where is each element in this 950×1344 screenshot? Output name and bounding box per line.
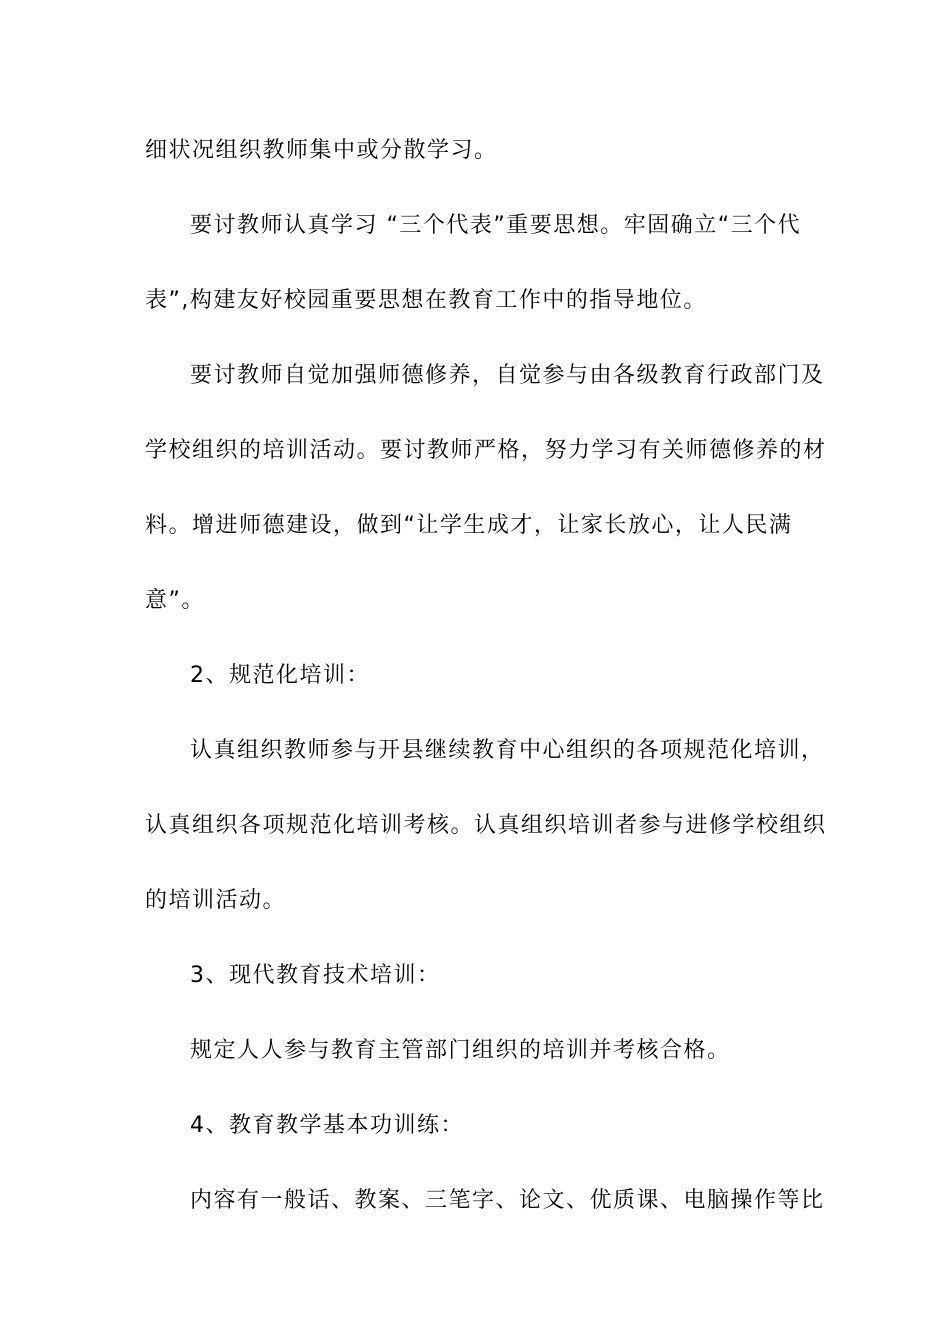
paragraph-line: 认真组织教师参与开县继续教育中心组织的各项规范化培训， [190,738,825,763]
section-heading: 3、现代教育技术培训： [190,963,441,988]
paragraph-line: 要讨教师认真学习 “三个代表”重要思想。牢固确立“三个代 [190,213,802,238]
paragraph-line: 内容有一般话、教案、三笔字、论文、优质课、电脑操作等比 [190,1188,825,1213]
paragraph-line: 学校组织的培训活动。要讨教师严格，努力学习有关师德修养的材 [145,438,827,463]
paragraph-line: 要讨教师自觉加强师德修养，自觉参与由各级教育行政部门及 [190,363,825,388]
paragraph-line: 规定人人参与教育主管部门组织的培训并考核合格。 [190,1038,731,1063]
paragraph-line: 细状况组织教师集中或分散学习。 [145,138,498,163]
paragraph-line: 表”,构建友好校园重要思想在教育工作中的指导地位。 [145,288,707,313]
paragraph-line: 意”。 [145,588,205,613]
paragraph-line: 的培训活动。 [145,888,287,913]
section-heading: 4、教育教学基本功训练： [190,1113,464,1138]
paragraph-line: 料。增进师德建设，做到“让学生成才，让家长放心，让人民满 [145,513,793,538]
section-heading: 2、规范化培训： [190,663,370,688]
paragraph-line: 认真组织各项规范化培训考核。认真组织培训者参与进修学校组织 [145,813,827,838]
